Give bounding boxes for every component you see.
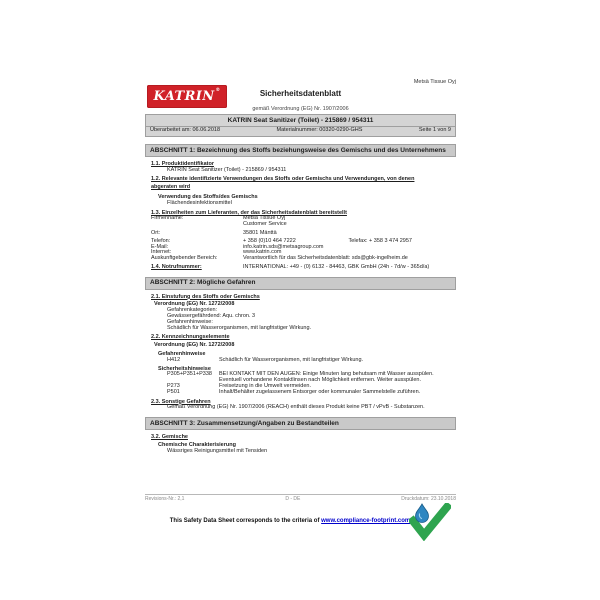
registered-trademark-symbol: ® xyxy=(215,88,221,93)
emergency-number-row xyxy=(151,265,456,271)
heading-1-3: 1.3. Einzelheiten zum Lieferanten, der das Sicherheitsdatenblatt bereitstellt xyxy=(151,209,347,216)
material-number: Materialnummer: 00320-0290-GHS xyxy=(276,127,363,134)
section1-body xyxy=(145,162,456,271)
regulation-label: Verordnung (EG) Nr. 1272/2008 xyxy=(154,301,235,308)
telefax-value: Telefax: + 358 3 474 2957 xyxy=(348,237,412,244)
supplier-value: Verantwortlich für das Sicherheitsdatenblatt: sds@gbk-ingelheim.de xyxy=(243,255,408,262)
heading-1-4: 1.4. Notrufnummer: xyxy=(151,264,202,271)
product-title-bar: KATRIN Seat Sanitizer (Toilet) - 215869 / 954311 xyxy=(145,114,456,126)
product-identifier-value: KATRIN Seat Sanitizer (Toilet) - 215869 / 954311 xyxy=(167,166,287,173)
p-text-line: Eventuell vorhandene Kontaktlinsen nach Möglichkeit entfernen. Weiter ausspülen. xyxy=(219,377,421,384)
footer-divider xyxy=(145,494,456,495)
heading-1-2-line2: abgeraten wird xyxy=(151,184,191,191)
h-code: H412 xyxy=(167,356,181,363)
compliance-checkmark-icon xyxy=(409,503,451,541)
document-title: Sicherheitsdatenblatt xyxy=(259,89,342,98)
chemical-characterization-label: Chemische Charakterisierung xyxy=(158,441,236,448)
company-name: Metsä Tissue Oyj xyxy=(413,79,456,85)
document-subtitle: gemäß Verordnung (EG) Nr. 1907/2006 xyxy=(252,106,349,112)
other-hazards-value: Gemäß Verordnung (EG) Nr. 1907/2006 (REACH) enthält dieses Produkt keine PBT / vPvB - Substanzen. xyxy=(167,404,425,411)
section1-header-bar: ABSCHNITT 1: Bezeichnung des Stoffs beziehungsweise des Gemischs und des Unternehmens xyxy=(145,144,456,157)
supplier-value: Customer Service xyxy=(243,221,287,228)
p-text-line: BEI KONTAKT MIT DEN AUGEN: Einige Minuten lang behutsam mit Wasser ausspülen. xyxy=(219,371,434,378)
heading-1-2-line1: 1.2. Relevante identifizierte Verwendungen des Stoffs oder Gemischs und Verwendungen, von denen xyxy=(151,176,415,183)
use-of-mixture-label: Verwendung des Stoffs/des Gemischs xyxy=(158,194,258,201)
supplier-label xyxy=(151,222,243,228)
supplier-row xyxy=(151,222,456,228)
supplier-value: Metsä Tissue Oyj xyxy=(243,215,286,222)
section2-body xyxy=(145,295,456,412)
p-code: P305+P351+P338 xyxy=(167,371,212,378)
hazard-statement-value: Schädlich für Wasserorganismen, mit langfristiger Wirkung. xyxy=(167,324,312,331)
supplier-row xyxy=(151,256,456,262)
compliance-statement xyxy=(145,518,435,524)
language-code: D - DE xyxy=(285,496,301,502)
heading-2-2: 2.2. Kennzeichnungselemente xyxy=(151,334,230,341)
hazard-statement-row xyxy=(151,358,456,364)
hazard-statements-head: Gefahrenhinweise xyxy=(158,351,206,358)
document-content xyxy=(145,80,456,454)
revision-number: Revisions-Nr.: 2,1 xyxy=(145,496,185,502)
supplier-value: www.katrin.com xyxy=(243,249,282,256)
revised-date: Überarbeitet am: 06.06.2018 xyxy=(150,127,221,134)
supplier-value: info.katrin.sds@metsagroup.com xyxy=(243,243,324,250)
p-code: P273 xyxy=(167,383,180,389)
h-text: Schädlich für Wasserorganismen, mit langfristiger Wirkung. xyxy=(219,356,364,363)
section3-header-bar: ABSCHNITT 3: Zusammensetzung/Angaben zu Bestandteilen xyxy=(145,417,456,430)
supplier-label: Firmenname: xyxy=(151,215,184,222)
supplier-row xyxy=(151,231,456,237)
supplier-label: Ort: xyxy=(151,230,161,237)
supplier-label: Telefon: xyxy=(151,237,171,244)
print-date: Druckdatum: 23.10.2018 xyxy=(401,496,456,502)
emergency-number-value: INTERNATIONAL: +49 - (0) 6132 - 84463, GBK GmbH (24h - 7d/w - 365d/a) xyxy=(243,264,430,271)
supplier-label: Internet: xyxy=(151,249,172,256)
supplier-label: E-Mail: xyxy=(151,243,169,250)
compliance-footprint-link[interactable]: www.compliance-footprint.com xyxy=(321,518,411,524)
section2-header-bar: ABSCHNITT 2: Mögliche Gefahren xyxy=(145,277,456,290)
hazard-category-value: Gewässergefährdend: Aqu. chron. 3 xyxy=(167,313,256,320)
hazard-categories-label: Gefahrenkategorien: xyxy=(167,307,218,314)
footer-meta-row xyxy=(145,496,456,502)
heading-1-1: 1.1. Produktidentifikator xyxy=(151,160,214,167)
precautionary-statements-head: Sicherheitshinweise xyxy=(158,365,211,372)
p-text: Inhalt/Behälter zugelassenem Entsorger oder kommunaler Sammelstelle zuführen. xyxy=(219,388,421,395)
use-of-mixture-value: Flächendesinfektionsmittel xyxy=(167,199,232,206)
product-meta-bar xyxy=(145,126,456,137)
regulation-label: Verordnung (EG) Nr. 1272/2008 xyxy=(154,342,235,349)
precautionary-statement-row xyxy=(151,390,456,396)
heading-2-1: 2.1. Einstufung des Stoffs oder Gemischs xyxy=(151,293,260,300)
p-code: P501 xyxy=(167,388,180,395)
hazard-statements-label: Gefahrenhinweise: xyxy=(167,318,213,325)
document-header xyxy=(145,80,456,114)
phone-value: + 358 (0)10 464 7222 xyxy=(243,237,296,244)
heading-2-3: 2.3. Sonstige Gefahren xyxy=(151,398,211,405)
compliance-text: This Safety Data Sheet corresponds to the criteria of xyxy=(169,518,322,524)
katrin-logo-text: KATRIN xyxy=(153,88,215,104)
section3-body xyxy=(145,435,456,454)
supplier-label: Auskunftgebender Bereich: xyxy=(151,255,218,262)
heading-3-2: 3.2. Gemische xyxy=(151,433,188,440)
page-number: Seite 1 von 9 xyxy=(418,127,451,134)
chemical-characterization-value: Wässriges Reinigungsmittel mit Tensiden xyxy=(167,447,268,454)
p-text: Freisetzung in die Umwelt vermeiden. xyxy=(219,383,312,389)
supplier-value: 35801 Mänttä xyxy=(243,230,277,237)
